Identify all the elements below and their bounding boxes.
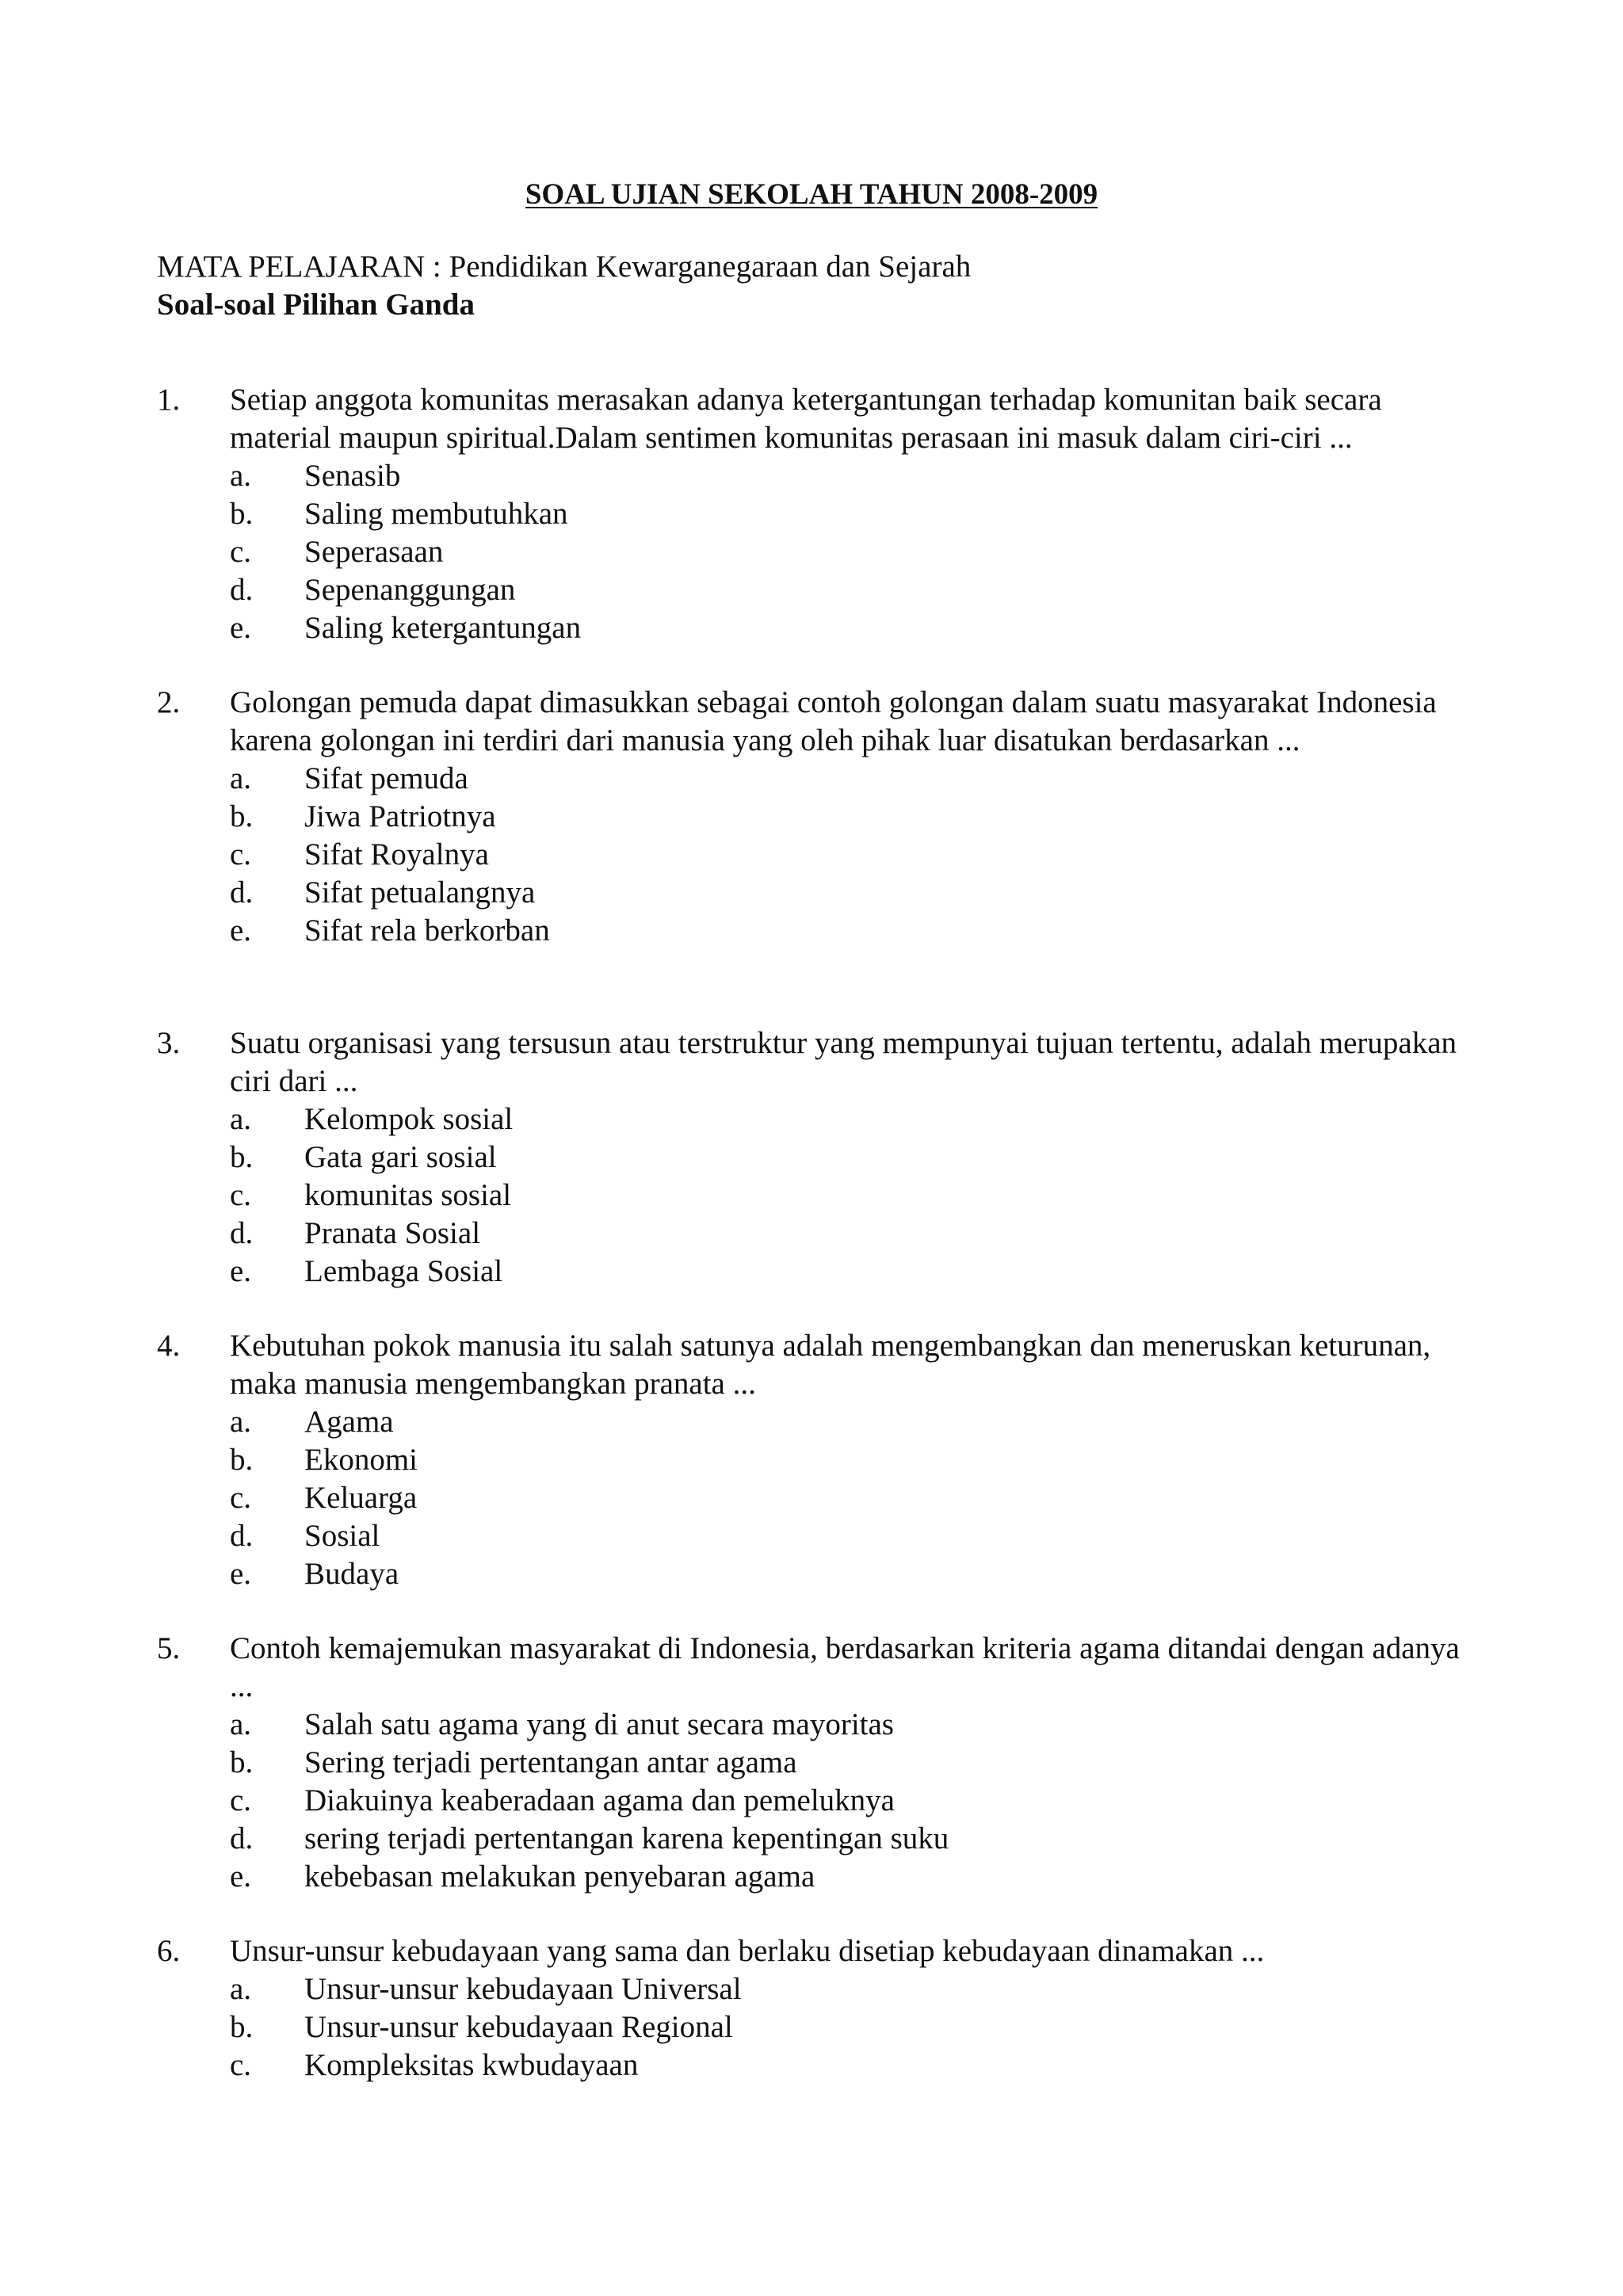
option-letter: e. [230, 913, 252, 948]
question-text: Golongan pemuda dapat dimasukkan sebagai contoh golongan dalam suatu masyarakat Indonesia karena golongan ini terdiri dari manusia yang oleh pihak luar disatukan berdasarkan ... [230, 685, 1437, 757]
option-letter: d. [230, 1519, 254, 1553]
option-a [157, 457, 1488, 495]
option-e [157, 1555, 1488, 1593]
option-b [157, 495, 1488, 533]
option-text: Salah satu agama yang di anut secara mayoritas [304, 1707, 894, 1741]
option-text: Budaya [304, 1557, 399, 1591]
option-text: Kompleksitas kwbudayaan [304, 2048, 639, 2082]
option-text: Seperasaan [304, 535, 444, 569]
option-letter: a. [230, 1972, 252, 2006]
option-text: Sifat pemuda [304, 761, 468, 795]
option-list [157, 1100, 1488, 1291]
question-5 [157, 1630, 1488, 1896]
option-a [157, 1970, 1488, 2008]
question-number: 1. [157, 383, 181, 417]
question-number: 4. [157, 1329, 181, 1363]
option-text: Sifat Royalnya [304, 837, 489, 871]
option-c [157, 2046, 1488, 2084]
option-text: Saling membutuhkan [304, 497, 568, 531]
option-letter: e. [230, 1254, 252, 1288]
option-text: Unsur-unsur kebudayaan Universal [304, 1972, 742, 2006]
option-text: Diakuinya keaberadaan agama dan pemeluknya [304, 1783, 895, 1817]
option-text: Pranata Sosial [304, 1216, 481, 1250]
option-e [157, 609, 1488, 647]
option-d [157, 1215, 1488, 1253]
option-text: Sepenanggungan [304, 573, 516, 607]
option-a [157, 1403, 1488, 1441]
option-b [157, 1441, 1488, 1479]
question-text: Setiap anggota komunitas merasakan adanya ketergantungan terhadap komunitan baik secara material maupun spiritual.Dalam sentimen komunitas perasaan ini masuk dalam ciri-ciri ... [230, 383, 1382, 455]
option-text: Agama [304, 1405, 394, 1439]
option-text: Keluarga [304, 1481, 418, 1515]
option-text: Lembaga Sosial [304, 1254, 503, 1288]
option-letter: b. [230, 2010, 254, 2044]
option-c [157, 1479, 1488, 1517]
option-text: sering terjadi pertentangan karena kepentingan suku [304, 1821, 949, 1855]
option-letter: c. [230, 535, 252, 569]
option-e [157, 912, 1488, 950]
option-text: Sifat petualangnya [304, 875, 536, 910]
option-c [157, 533, 1488, 571]
question-6 [157, 1932, 1488, 2084]
option-c [157, 836, 1488, 874]
option-letter: a. [230, 1102, 252, 1136]
option-d [157, 1820, 1488, 1858]
option-letter: a. [230, 1405, 252, 1439]
option-letter: e. [230, 1557, 252, 1591]
option-a [157, 760, 1488, 798]
option-a [157, 1706, 1488, 1744]
option-c [157, 1177, 1488, 1215]
option-letter: c. [230, 1783, 252, 1817]
subject-line: MATA PELAJARAN : Pendidikan Kewarganegaraan dan Sejarah [157, 250, 972, 284]
option-letter: c. [230, 2048, 252, 2082]
option-text: Sifat rela berkorban [304, 913, 550, 948]
option-letter: d. [230, 875, 254, 910]
option-c [157, 1782, 1488, 1820]
option-b [157, 798, 1488, 836]
option-list [157, 760, 1488, 950]
option-d [157, 1517, 1488, 1555]
option-list [157, 457, 1488, 647]
option-letter: d. [230, 1821, 254, 1855]
question-4 [157, 1327, 1488, 1593]
option-letter: a. [230, 761, 252, 795]
option-text: Sosial [304, 1519, 380, 1553]
option-text: Saling ketergantungan [304, 611, 582, 645]
option-letter: d. [230, 573, 254, 607]
option-letter: b. [230, 799, 254, 833]
option-text: Gata gari sosial [304, 1140, 497, 1174]
section-heading: Soal-soal Pilihan Ganda [157, 288, 475, 322]
option-text: komunitas sosial [304, 1178, 512, 1212]
option-d [157, 571, 1488, 609]
question-number: 2. [157, 685, 181, 719]
option-text: Ekonomi [304, 1443, 418, 1477]
option-text: Jiwa Patriotnya [304, 799, 496, 833]
option-letter: b. [230, 1443, 254, 1477]
option-b [157, 1138, 1488, 1177]
option-a [157, 1100, 1488, 1138]
option-list [157, 1706, 1488, 1896]
question-3 [157, 1024, 1488, 1291]
question-number: 6. [157, 1934, 181, 1968]
option-b [157, 1744, 1488, 1782]
option-text: Unsur-unsur kebudayaan Regional [304, 2010, 733, 2044]
option-letter: a. [230, 1707, 252, 1741]
option-text: kebebasan melakukan penyebaran agama [304, 1859, 815, 1894]
option-letter: c. [230, 1178, 252, 1212]
option-text: Kelompok sosial [304, 1102, 514, 1136]
option-letter: b. [230, 1140, 254, 1174]
option-list [157, 1403, 1488, 1593]
option-letter: b. [230, 1745, 254, 1779]
question-number: 3. [157, 1026, 181, 1060]
option-letter: a. [230, 459, 252, 493]
option-text: Senasib [304, 459, 401, 493]
option-letter: c. [230, 1481, 252, 1515]
option-e [157, 1858, 1488, 1896]
question-text: Kebutuhan pokok manusia itu salah satunya adalah mengembangkan dan meneruskan keturunan, maka manusia mengembangkan pranata ... [230, 1329, 1431, 1401]
option-b [157, 2008, 1488, 2046]
option-letter: b. [230, 497, 254, 531]
option-letter: e. [230, 1859, 252, 1894]
question-number: 5. [157, 1631, 181, 1665]
question-2 [157, 684, 1488, 950]
option-letter: e. [230, 611, 252, 645]
option-letter: c. [230, 837, 252, 871]
option-text: Sering terjadi pertentangan antar agama [304, 1745, 797, 1779]
question-text: Contoh kemajemukan masyarakat di Indonesia, berdasarkan kriteria agama ditandai dengan adanya ... [230, 1631, 1460, 1703]
page-title: SOAL UJIAN SEKOLAH TAHUN 2008-2009 [525, 178, 1098, 211]
option-letter: d. [230, 1216, 254, 1250]
option-e [157, 1253, 1488, 1291]
question-text: Suatu organisasi yang tersusun atau terstruktur yang mempunyai tujuan tertentu, adalah merupakan ciri dari ... [230, 1026, 1457, 1098]
option-list [157, 1970, 1488, 2084]
question-text: Unsur-unsur kebudayaan yang sama dan berlaku disetiap kebudayaan dinamakan ... [230, 1934, 1265, 1968]
option-d [157, 874, 1488, 912]
question-1 [157, 381, 1488, 647]
